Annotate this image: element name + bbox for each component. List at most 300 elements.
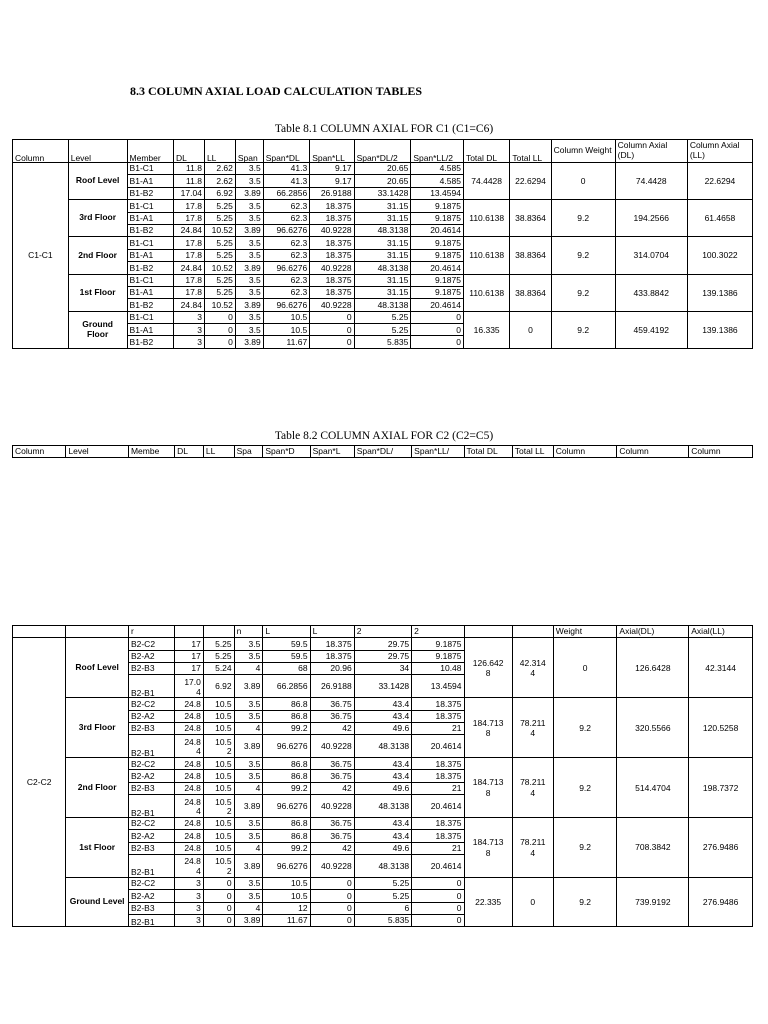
value-cell: 36.75 bbox=[310, 830, 354, 842]
value-cell: 31.15 bbox=[354, 286, 411, 298]
level-cell: Roof Level bbox=[66, 638, 129, 698]
member-cell: B1-C1 bbox=[127, 237, 173, 249]
value-cell: 13.4594 bbox=[412, 675, 464, 698]
value-cell: 20.4614 bbox=[412, 854, 464, 877]
value-cell: 0 bbox=[411, 324, 464, 336]
value-cell: 36.75 bbox=[310, 818, 354, 830]
header-cell: Column bbox=[553, 446, 617, 458]
value-cell: 36.75 bbox=[310, 758, 354, 770]
member-cell: B1-C1 bbox=[127, 200, 173, 212]
value-cell: 17.8 bbox=[173, 286, 204, 298]
axial-dl-cell: 126.6428 bbox=[617, 638, 689, 698]
value-cell: 10.5 bbox=[203, 698, 234, 710]
value-cell: 3.89 bbox=[235, 336, 263, 348]
value-cell: 3.5 bbox=[234, 758, 263, 770]
value-cell: 24.84 bbox=[173, 299, 204, 311]
member-cell: B2-B1 bbox=[128, 854, 174, 877]
value-cell: 10.5 bbox=[263, 324, 309, 336]
value-cell: 18.375 bbox=[310, 286, 354, 298]
value-cell: 3.89 bbox=[235, 224, 263, 236]
weight-cell: 9.2 bbox=[551, 237, 615, 274]
value-cell: 24.8 bbox=[175, 818, 204, 830]
axial-dl-cell: 739.9192 bbox=[617, 877, 689, 926]
total-ll-cell: 38.8364 bbox=[510, 274, 551, 311]
value-cell: 3.5 bbox=[234, 818, 263, 830]
value-cell: 5.25 bbox=[354, 877, 411, 889]
header-cell bbox=[203, 626, 234, 638]
value-cell: 20.96 bbox=[310, 662, 354, 674]
value-cell: 5.25 bbox=[354, 890, 411, 902]
value-cell: 6 bbox=[354, 902, 411, 914]
value-cell: 18.375 bbox=[310, 237, 354, 249]
value-cell: 0 bbox=[310, 336, 354, 348]
level-cell: Ground Floor bbox=[68, 311, 127, 348]
header-cell: 2 bbox=[354, 626, 411, 638]
member-cell: B2-B1 bbox=[128, 795, 174, 818]
value-cell: 96.6276 bbox=[263, 795, 310, 818]
table-row bbox=[13, 200, 753, 212]
table-row bbox=[13, 818, 753, 830]
value-cell: 3.89 bbox=[234, 795, 263, 818]
total-ll-cell: 0 bbox=[510, 311, 551, 348]
total-dl-cell: 184.713 8 bbox=[464, 818, 512, 878]
member-cell: B2-C2 bbox=[128, 877, 174, 889]
header-cell: L bbox=[310, 626, 354, 638]
header-cell: LL bbox=[204, 140, 235, 163]
value-cell: 0 bbox=[310, 914, 354, 926]
value-cell: 3.5 bbox=[234, 770, 263, 782]
value-cell: 24.8 bbox=[175, 770, 204, 782]
header-cell: Span*D bbox=[263, 446, 310, 458]
axial-dl-cell: 514.4704 bbox=[617, 758, 689, 818]
value-cell: 24.84 bbox=[173, 224, 204, 236]
value-cell: 21 bbox=[412, 782, 464, 794]
value-cell: 0 bbox=[310, 311, 354, 323]
table3-body bbox=[13, 638, 753, 927]
axial-ll-cell: 198.7372 bbox=[689, 758, 753, 818]
value-cell: 59.5 bbox=[263, 650, 310, 662]
header-cell bbox=[464, 626, 512, 638]
value-cell: 68 bbox=[263, 662, 310, 674]
value-cell: 5.25 bbox=[203, 650, 234, 662]
header-cell: Total DL bbox=[463, 140, 509, 163]
member-cell: B1-B2 bbox=[127, 299, 173, 311]
value-cell: 10.52 bbox=[204, 299, 235, 311]
value-cell: 49.6 bbox=[354, 722, 411, 734]
member-cell: B1-B2 bbox=[127, 224, 173, 236]
total-dl-cell: 110.6138 bbox=[463, 274, 509, 311]
value-cell: 0 bbox=[203, 890, 234, 902]
header-cell: Span bbox=[235, 140, 263, 163]
value-cell: 29.75 bbox=[354, 638, 411, 650]
member-cell: B2-A2 bbox=[128, 830, 174, 842]
header-cell: Spa bbox=[234, 446, 263, 458]
table3-header-continuation-row bbox=[13, 626, 753, 638]
total-ll-cell: 22.6294 bbox=[510, 163, 551, 200]
value-cell: 43.4 bbox=[354, 758, 411, 770]
total-dl-cell: 184.713 8 bbox=[464, 698, 512, 758]
value-cell: 3.5 bbox=[235, 212, 263, 224]
value-cell: 4 bbox=[234, 662, 263, 674]
level-cell: 2nd Floor bbox=[68, 237, 127, 274]
value-cell: 43.4 bbox=[354, 698, 411, 710]
value-cell: 5.25 bbox=[354, 324, 411, 336]
value-cell: 42 bbox=[310, 722, 354, 734]
member-cell: B1-C1 bbox=[127, 163, 173, 175]
value-cell: 9.17 bbox=[310, 163, 354, 175]
header-cell: Membe bbox=[128, 446, 174, 458]
value-cell: 41.3 bbox=[263, 175, 309, 187]
value-cell: 86.8 bbox=[263, 758, 310, 770]
value-cell: 17.8 bbox=[173, 274, 204, 286]
value-cell: 3 bbox=[173, 311, 204, 323]
value-cell: 99.2 bbox=[263, 782, 310, 794]
value-cell: 18.375 bbox=[310, 638, 354, 650]
member-cell: B2-C2 bbox=[128, 638, 174, 650]
value-cell: 24.84 bbox=[173, 262, 204, 274]
value-cell: 20.65 bbox=[354, 175, 411, 187]
value-cell: 0 bbox=[310, 877, 354, 889]
value-cell: 0 bbox=[411, 336, 464, 348]
value-cell: 86.8 bbox=[263, 698, 310, 710]
value-cell: 10.5 bbox=[203, 770, 234, 782]
value-cell: 2.62 bbox=[204, 163, 235, 175]
member-cell: B1-C1 bbox=[127, 274, 173, 286]
value-cell: 10.5 2 bbox=[203, 735, 234, 758]
value-cell: 3.89 bbox=[235, 299, 263, 311]
header-cell: Total DL bbox=[464, 446, 512, 458]
value-cell: 62.3 bbox=[263, 237, 309, 249]
value-cell: 18.375 bbox=[412, 710, 464, 722]
header-cell: Span*LL bbox=[310, 140, 354, 163]
value-cell: 0 bbox=[203, 914, 234, 926]
value-cell: 10.5 bbox=[203, 710, 234, 722]
value-cell: 62.3 bbox=[263, 200, 309, 212]
value-cell: 24.8 bbox=[175, 758, 204, 770]
value-cell: 29.75 bbox=[354, 650, 411, 662]
value-cell: 3.5 bbox=[234, 890, 263, 902]
header-cell: Span*DL/2 bbox=[354, 140, 411, 163]
total-dl-cell: 16.335 bbox=[463, 311, 509, 348]
value-cell: 62.3 bbox=[263, 212, 309, 224]
header-cell: Axial(DL) bbox=[617, 626, 689, 638]
value-cell: 9.17 bbox=[310, 175, 354, 187]
value-cell: 48.3138 bbox=[354, 299, 411, 311]
value-cell: 24.8 bbox=[175, 710, 204, 722]
value-cell: 5.25 bbox=[354, 311, 411, 323]
value-cell: 9.1875 bbox=[411, 286, 464, 298]
value-cell: 99.2 bbox=[263, 722, 310, 734]
member-cell: B2-A2 bbox=[128, 890, 174, 902]
value-cell: 10.5 bbox=[203, 830, 234, 842]
value-cell: 0 bbox=[203, 877, 234, 889]
level-cell: 1st Floor bbox=[68, 274, 127, 311]
value-cell: 31.15 bbox=[354, 200, 411, 212]
value-cell: 66.2856 bbox=[263, 187, 309, 199]
axial-ll-cell: 22.6294 bbox=[687, 163, 752, 200]
header-cell: Level bbox=[66, 446, 129, 458]
header-cell: Column bbox=[13, 140, 69, 163]
value-cell: 17.8 bbox=[173, 237, 204, 249]
table-row bbox=[13, 311, 753, 323]
total-ll-cell: 38.8364 bbox=[510, 200, 551, 237]
header-cell: Weight bbox=[553, 626, 617, 638]
value-cell: 18.375 bbox=[412, 818, 464, 830]
value-cell: 86.8 bbox=[263, 830, 310, 842]
table2-caption: Table 8.2 COLUMN AXIAL FOR C2 (C2=C5) bbox=[274, 430, 494, 442]
header-cell: Axial(LL) bbox=[689, 626, 753, 638]
header-cell: Column bbox=[617, 446, 689, 458]
value-cell: 24.8 bbox=[175, 722, 204, 734]
value-cell: 2.62 bbox=[204, 175, 235, 187]
axial-dl-cell: 194.2566 bbox=[615, 200, 687, 237]
value-cell: 3 bbox=[175, 902, 204, 914]
value-cell: 18.375 bbox=[412, 758, 464, 770]
value-cell: 0 bbox=[204, 336, 235, 348]
header-cell: LL bbox=[203, 446, 234, 458]
header-cell: Column bbox=[689, 446, 753, 458]
value-cell: 3.5 bbox=[234, 698, 263, 710]
table-row bbox=[13, 758, 753, 770]
member-cell: B2-B3 bbox=[128, 662, 174, 674]
member-cell: B1-A1 bbox=[127, 212, 173, 224]
value-cell: 9.1875 bbox=[412, 638, 464, 650]
value-cell: 3.5 bbox=[235, 175, 263, 187]
level-cell: Ground Level bbox=[66, 877, 129, 926]
axial-ll-cell: 139.1386 bbox=[687, 274, 752, 311]
total-dl-cell: 184.713 8 bbox=[464, 758, 512, 818]
header-cell: L bbox=[263, 626, 310, 638]
member-cell: B1-B2 bbox=[127, 187, 173, 199]
value-cell: 20.4614 bbox=[411, 299, 464, 311]
value-cell: 3.5 bbox=[234, 650, 263, 662]
value-cell: 6.92 bbox=[203, 675, 234, 698]
value-cell: 3.5 bbox=[235, 286, 263, 298]
value-cell: 48.3138 bbox=[354, 795, 411, 818]
value-cell: 5.25 bbox=[204, 286, 235, 298]
value-cell: 0 bbox=[204, 311, 235, 323]
axial-dl-cell: 459.4192 bbox=[615, 311, 687, 348]
value-cell: 49.6 bbox=[354, 782, 411, 794]
value-cell: 3 bbox=[173, 324, 204, 336]
value-cell: 10.5 2 bbox=[203, 795, 234, 818]
value-cell: 20.4614 bbox=[412, 735, 464, 758]
value-cell: 10.5 bbox=[203, 722, 234, 734]
value-cell: 6.92 bbox=[204, 187, 235, 199]
value-cell: 3.5 bbox=[234, 710, 263, 722]
value-cell: 18.375 bbox=[412, 830, 464, 842]
value-cell: 24.8 bbox=[175, 782, 204, 794]
member-cell: B1-C1 bbox=[127, 311, 173, 323]
value-cell: 42 bbox=[310, 842, 354, 854]
value-cell: 48.3138 bbox=[354, 735, 411, 758]
table2-continuation bbox=[12, 625, 753, 927]
column-label-cell: C1-C1 bbox=[13, 163, 69, 349]
member-cell: B2-C2 bbox=[128, 818, 174, 830]
value-cell: 17.0 4 bbox=[175, 675, 204, 698]
value-cell: 86.8 bbox=[263, 818, 310, 830]
value-cell: 10.5 bbox=[203, 782, 234, 794]
member-cell: B2-A2 bbox=[128, 770, 174, 782]
weight-cell: 9.2 bbox=[553, 758, 617, 818]
axial-ll-cell: 276.9486 bbox=[689, 818, 753, 878]
value-cell: 34 bbox=[354, 662, 411, 674]
value-cell: 3.5 bbox=[234, 830, 263, 842]
weight-cell: 9.2 bbox=[551, 274, 615, 311]
value-cell: 5.25 bbox=[203, 638, 234, 650]
value-cell: 24.8 4 bbox=[175, 795, 204, 818]
value-cell: 10.5 bbox=[263, 877, 310, 889]
value-cell: 3.5 bbox=[235, 274, 263, 286]
section-heading: 8.3 COLUMN AXIAL LOAD CALCULATION TABLES bbox=[130, 84, 423, 98]
axial-dl-cell: 314.0704 bbox=[615, 237, 687, 274]
member-cell: B1-A1 bbox=[127, 286, 173, 298]
value-cell: 5.835 bbox=[354, 336, 411, 348]
axial-ll-cell: 100.3022 bbox=[687, 237, 752, 274]
value-cell: 18.375 bbox=[310, 274, 354, 286]
header-cell: Member bbox=[127, 140, 173, 163]
value-cell: 42 bbox=[310, 782, 354, 794]
value-cell: 33.1428 bbox=[354, 187, 411, 199]
header-cell bbox=[175, 626, 204, 638]
value-cell: 86.8 bbox=[263, 770, 310, 782]
value-cell: 11.67 bbox=[263, 914, 310, 926]
value-cell: 17.8 bbox=[173, 212, 204, 224]
weight-cell: 0 bbox=[551, 163, 615, 200]
table-row bbox=[13, 237, 753, 249]
weight-cell: 9.2 bbox=[553, 877, 617, 926]
value-cell: 96.6276 bbox=[263, 854, 310, 877]
axial-ll-cell: 120.5258 bbox=[689, 698, 753, 758]
value-cell: 24.8 bbox=[175, 842, 204, 854]
total-dl-cell: 22.335 bbox=[464, 877, 512, 926]
header-cell: DL bbox=[175, 446, 204, 458]
value-cell: 40.9228 bbox=[310, 854, 354, 877]
value-cell: 20.65 bbox=[354, 163, 411, 175]
value-cell: 43.4 bbox=[354, 710, 411, 722]
value-cell: 17 bbox=[175, 638, 204, 650]
member-cell: B2-B3 bbox=[128, 722, 174, 734]
table-row bbox=[13, 698, 753, 710]
value-cell: 0 bbox=[310, 324, 354, 336]
member-cell: B2-C2 bbox=[128, 758, 174, 770]
value-cell: 17.8 bbox=[173, 249, 204, 261]
value-cell: 4 bbox=[234, 842, 263, 854]
value-cell: 3 bbox=[175, 877, 204, 889]
member-cell: B2-B3 bbox=[128, 782, 174, 794]
value-cell: 18.375 bbox=[310, 650, 354, 662]
value-cell: 10.5 2 bbox=[203, 854, 234, 877]
value-cell: 3.89 bbox=[235, 262, 263, 274]
value-cell: 9.1875 bbox=[411, 249, 464, 261]
weight-cell: 0 bbox=[553, 638, 617, 698]
value-cell: 0 bbox=[310, 890, 354, 902]
table1-caption: Table 8.1 COLUMN AXIAL FOR C1 (C1=C6) bbox=[274, 123, 494, 135]
value-cell: 31.15 bbox=[354, 237, 411, 249]
value-cell: 49.6 bbox=[354, 842, 411, 854]
total-dl-cell: 126.642 8 bbox=[464, 638, 512, 698]
value-cell: 10.5 bbox=[203, 818, 234, 830]
member-cell: B1-A1 bbox=[127, 324, 173, 336]
level-cell: 3rd Floor bbox=[66, 698, 129, 758]
value-cell: 17.8 bbox=[173, 200, 204, 212]
value-cell: 62.3 bbox=[263, 286, 309, 298]
value-cell: 4 bbox=[234, 782, 263, 794]
header-cell: Column bbox=[13, 446, 66, 458]
value-cell: 17 bbox=[175, 662, 204, 674]
header-cell: Level bbox=[68, 140, 127, 163]
member-cell: B1-B2 bbox=[127, 336, 173, 348]
value-cell: 24.8 bbox=[175, 830, 204, 842]
axial-ll-cell: 276.9486 bbox=[689, 877, 753, 926]
value-cell: 48.3138 bbox=[354, 854, 411, 877]
value-cell: 4.585 bbox=[411, 175, 464, 187]
member-cell: B1-A1 bbox=[127, 249, 173, 261]
value-cell: 21 bbox=[412, 722, 464, 734]
header-cell: n bbox=[234, 626, 263, 638]
level-cell: Roof Level bbox=[68, 163, 127, 200]
table1-column-axial-c1 bbox=[12, 139, 753, 349]
header-cell bbox=[66, 626, 129, 638]
value-cell: 10.5 bbox=[203, 758, 234, 770]
axial-ll-cell: 61.4658 bbox=[687, 200, 752, 237]
value-cell: 4 bbox=[234, 722, 263, 734]
value-cell: 40.9228 bbox=[310, 795, 354, 818]
value-cell: 17 bbox=[175, 650, 204, 662]
value-cell: 11.8 bbox=[173, 163, 204, 175]
value-cell: 9.1875 bbox=[411, 237, 464, 249]
value-cell: 3.89 bbox=[234, 854, 263, 877]
header-cell: Column Axial (LL) bbox=[687, 140, 752, 163]
table-row bbox=[13, 274, 753, 286]
value-cell: 13.4594 bbox=[411, 187, 464, 199]
value-cell: 18.375 bbox=[310, 200, 354, 212]
member-cell: B2-B3 bbox=[128, 842, 174, 854]
weight-cell: 9.2 bbox=[553, 818, 617, 878]
member-cell: B2-A2 bbox=[128, 710, 174, 722]
member-cell: B1-B2 bbox=[127, 262, 173, 274]
value-cell: 10.52 bbox=[204, 224, 235, 236]
column-label-cell: C2-C2 bbox=[13, 638, 66, 927]
value-cell: 3.5 bbox=[235, 200, 263, 212]
table-row bbox=[13, 877, 753, 889]
value-cell: 36.75 bbox=[310, 710, 354, 722]
header-cell: Span*LL/ bbox=[412, 446, 464, 458]
value-cell: 0 bbox=[412, 902, 464, 914]
value-cell: 3.5 bbox=[234, 877, 263, 889]
value-cell: 20.4614 bbox=[412, 795, 464, 818]
value-cell: 11.67 bbox=[263, 336, 309, 348]
axial-dl-cell: 708.3842 bbox=[617, 818, 689, 878]
weight-cell: 9.2 bbox=[553, 698, 617, 758]
value-cell: 62.3 bbox=[263, 274, 309, 286]
value-cell: 4 bbox=[234, 902, 263, 914]
value-cell: 5.25 bbox=[204, 200, 235, 212]
value-cell: 18.375 bbox=[310, 249, 354, 261]
value-cell: 0 bbox=[412, 890, 464, 902]
value-cell: 59.5 bbox=[263, 638, 310, 650]
member-cell: B2-B3 bbox=[128, 902, 174, 914]
value-cell: 31.15 bbox=[354, 212, 411, 224]
value-cell: 20.4614 bbox=[411, 262, 464, 274]
total-ll-cell: 38.8364 bbox=[510, 237, 551, 274]
value-cell: 96.6276 bbox=[263, 262, 309, 274]
level-cell: 2nd Floor bbox=[66, 758, 129, 818]
header-cell: DL bbox=[173, 140, 204, 163]
table2-column-axial-c2-header bbox=[12, 445, 753, 458]
value-cell: 24.8 4 bbox=[175, 854, 204, 877]
header-cell: Column Weight bbox=[551, 140, 615, 163]
